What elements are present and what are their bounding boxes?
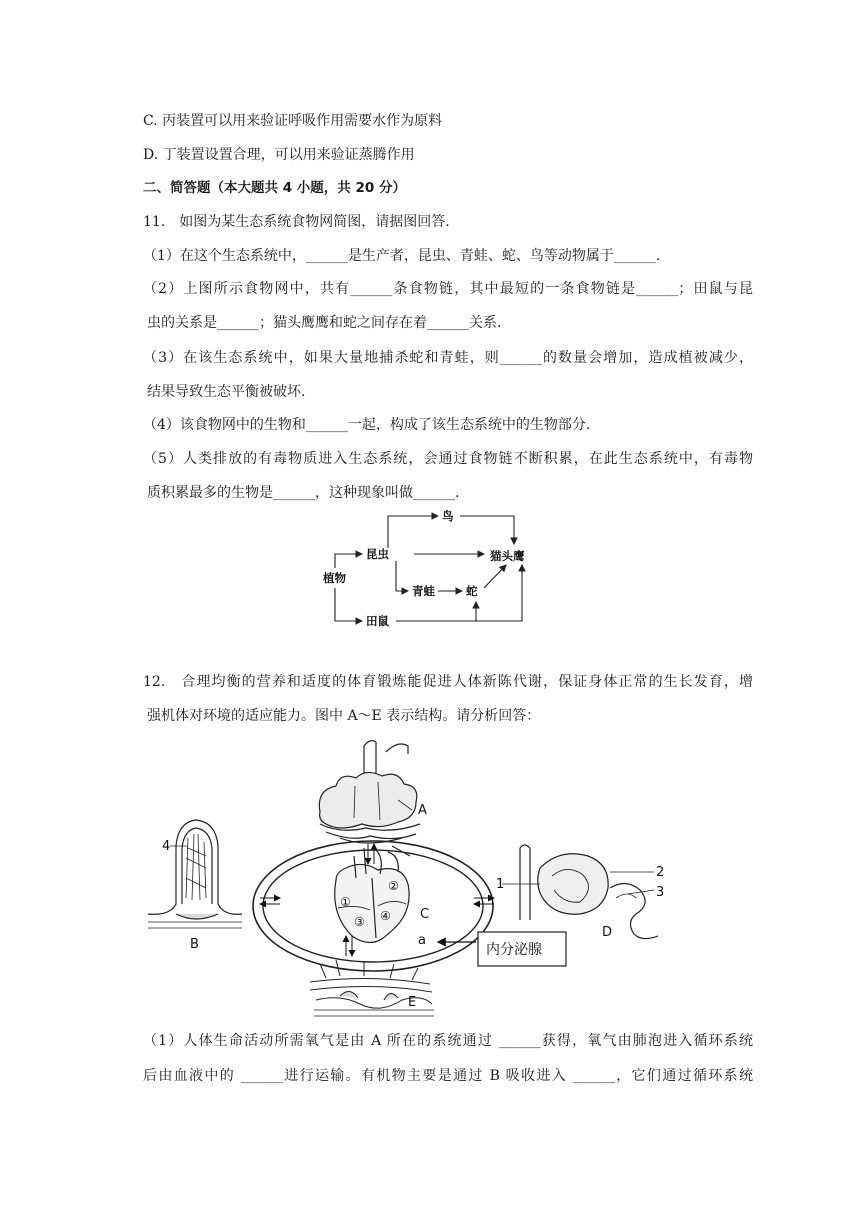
label-4: 4: [162, 839, 171, 854]
label-d-nephron: D: [602, 925, 613, 940]
label-a-lung: A: [418, 803, 427, 818]
option-d: D. 丁装置设置合理，可以用来验证蒸腾作用: [143, 147, 415, 163]
endocrine-gland-label: 内分泌腺: [486, 942, 542, 958]
q11-part5-line2: 质积累最多的生物是______，这种现象叫做______.: [147, 485, 460, 501]
q12-stem-line1: 12. 合理均衡的营养和适度的体育锻炼能促进人体新陈代谢，保证身体正常的生长发育，增: [143, 674, 753, 690]
q11-part3-line1: （3）在该生态系统中，如果大量地捕杀蛇和青蛙，则______的数量会增加，造成植被减少，: [143, 350, 753, 366]
food-web-frog: 青蛙: [412, 584, 435, 598]
heart-label-3: ③: [354, 915, 365, 929]
label-3: 3: [656, 885, 665, 900]
q11-part2-line1: （2）上图所示食物网中，共有______条食物链，其中最短的一条食物链是______；田鼠与昆: [143, 281, 753, 297]
lung-structure: [319, 741, 420, 843]
heart-label-2: ②: [388, 879, 399, 893]
heart-label-4: ④: [380, 909, 391, 923]
food-web-plant: 植物: [323, 571, 346, 585]
food-web-owl: 猫头鹰: [490, 549, 525, 563]
q11-part1: （1）在这个生态系统中，______是生产者，昆虫、青蛙、蛇、鸟等动物属于______.: [143, 248, 661, 264]
body-systems-diagram: [140, 738, 680, 1020]
label-1: 1: [496, 877, 505, 892]
q11-part5-line1: （5）人类排放的有毒物质进入生态系统，会通过食物链不断积累，在此生态系统中，有毒物: [143, 451, 753, 467]
q11-part4: （4）该食物网中的生物和______一起，构成了该生态系统中的生物部分.: [143, 417, 591, 433]
option-c: C. 丙装置可以用来验证呼吸作用需要水作为原料: [143, 113, 443, 129]
label-a-hormone: a: [418, 933, 426, 948]
villus-structure: [148, 820, 242, 928]
section-title: 二、简答题（本大题共 4 小题，共 20 分）: [143, 180, 406, 196]
food-web-diagram: [318, 508, 544, 634]
nephron-structure: [520, 845, 658, 939]
q12-part1-line2: 后由血液中的 ______进行运输。有机物主要是通过 B 吸收进入 ______，它们通过循环系统: [143, 1068, 753, 1084]
label-c-circulation: C: [420, 907, 430, 922]
q11-part2-line2: 虫的关系是______；猫头鹰鹰和蛇之间存在着______关系.: [147, 315, 502, 331]
q12-stem-line2: 强机体对环境的适应能力。图中 A～E 表示结构。请分析回答：: [147, 708, 541, 724]
food-web-snake: 蛇: [466, 584, 478, 598]
label-b-villus: B: [190, 937, 199, 952]
label-2: 2: [656, 865, 665, 880]
q11-part3-line2: 结果导致生态平衡被破坏.: [147, 384, 306, 400]
q11-stem: 11. 如图为某生态系统食物网简图，请据图回答.: [143, 214, 450, 230]
heart-label-1: ①: [340, 895, 351, 909]
food-web-bird: 鸟: [442, 509, 454, 523]
food-web-insect: 昆虫: [366, 547, 389, 561]
label-e-skin: E: [408, 995, 417, 1010]
q12-part1-line1: （1）人体生命活动所需氧气是由 A 所在的系统通过 ______获得，氧气由肺泡进入循环系统: [143, 1033, 753, 1049]
food-web-mouse: 田鼠: [366, 614, 389, 628]
